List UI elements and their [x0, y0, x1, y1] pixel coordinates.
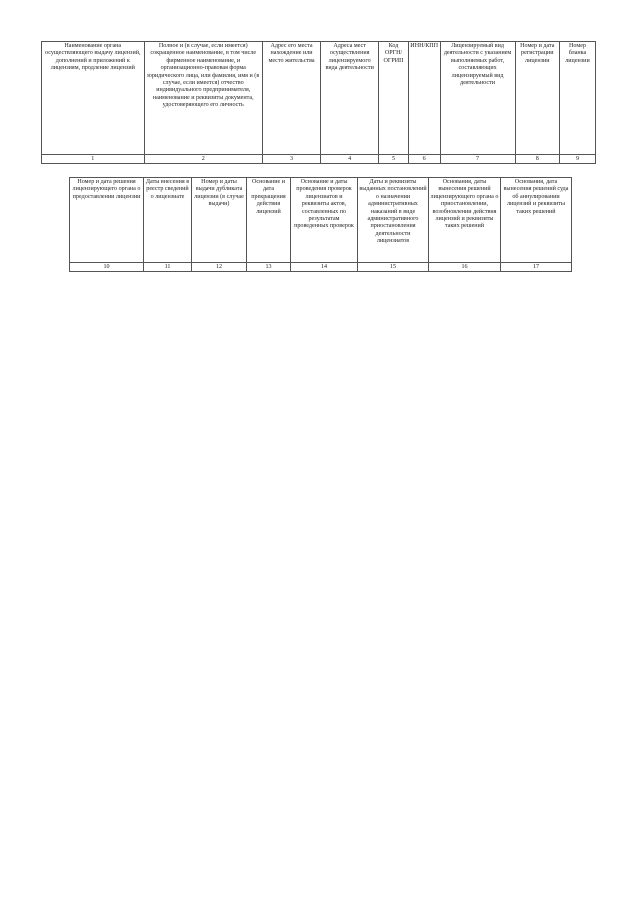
column-number-row: [42, 155, 596, 164]
column-number: 11: [144, 263, 192, 272]
column-number: 7: [440, 155, 515, 164]
column-number: 2: [144, 155, 262, 164]
column-header-termination: Основание и дата прекращения действия лицензий: [247, 178, 291, 263]
column-number: 9: [559, 155, 595, 164]
column-header-address: Адрес его места нахождение или место жительства: [262, 42, 320, 155]
column-number: 15: [358, 263, 429, 272]
column-number: 17: [501, 263, 572, 272]
column-number: 10: [70, 263, 144, 272]
column-header-registration-number: Номер и дата регистрации лицензии: [515, 42, 559, 155]
column-header-registry-date: Даты внесения в реестр сведений о лицензиате: [144, 178, 192, 263]
column-number: 16: [429, 263, 501, 272]
column-header-inn-kpp: ИНН/КПП: [408, 42, 440, 155]
column-number: 4: [321, 155, 379, 164]
column-header-decision-number: Номер и дата решения лицензирующего органа о предоставлении лицензии: [70, 178, 144, 263]
table-header-row: [42, 42, 596, 155]
column-number: 13: [247, 263, 291, 272]
column-header-licensee-name: Полное и (в случае, если имеется) сокращенное наименование, в том числе фирменное наименование, и организационно-правовая форма юридического лица, или фамилия, имя и (в случае, если имеется) отчество индивидуального предпринимателя, наименование и реквизиты документа, удостоверяющего его личность: [144, 42, 262, 155]
column-number: 3: [262, 155, 320, 164]
table-header-row: [70, 178, 572, 263]
column-number: 1: [42, 155, 145, 164]
column-number: 8: [515, 155, 559, 164]
column-number: 6: [408, 155, 440, 164]
column-header-licensing-authority: Наименование органа осуществляющего выдачу лицензий, дополнений и приложений к лицензиям, продление лицензий: [42, 42, 145, 155]
column-header-inspections: Основание и даты проведения проверок лицензиатов и реквизиты актов, составленных по результатам проведенных проверок: [291, 178, 358, 263]
license-register-table-part-2: [69, 177, 572, 272]
column-header-court-annulment: Основания, дата вынесения решений суда об аннулировании лицензий и реквизиты таких решений: [501, 178, 572, 263]
column-number: 12: [192, 263, 247, 272]
column-header-licensed-activity: Лицензируемый вид деятельности с указанием выполняемых работ, составляющих лицензируемый вид деятельности: [440, 42, 515, 155]
column-header-activity-addresses: Адреса мест осуществления лицензируемого вида деятельности: [321, 42, 379, 155]
column-header-blank-number: Номер бланка лицензии: [559, 42, 595, 155]
license-register-table-part-1: [41, 41, 596, 164]
column-header-penalties: Даты и реквизиты выданных постановлений о назначении административных наказаний в виде административного приостановления деятельности лицензиатов: [358, 178, 429, 263]
column-header-ogrn: Код ОРГН/ОГРИП: [379, 42, 409, 155]
column-number: 14: [291, 263, 358, 272]
column-number: 5: [379, 155, 409, 164]
column-header-duplicate: Номер и даты выдачи дубликата лицензии (в случае выдачи): [192, 178, 247, 263]
column-number-row: [70, 263, 572, 272]
column-header-suspension: Основания, даты вынесения решений лицензирующего органа о приостановлении, возобновлении действия лицензий и реквизиты таких решений: [429, 178, 501, 263]
